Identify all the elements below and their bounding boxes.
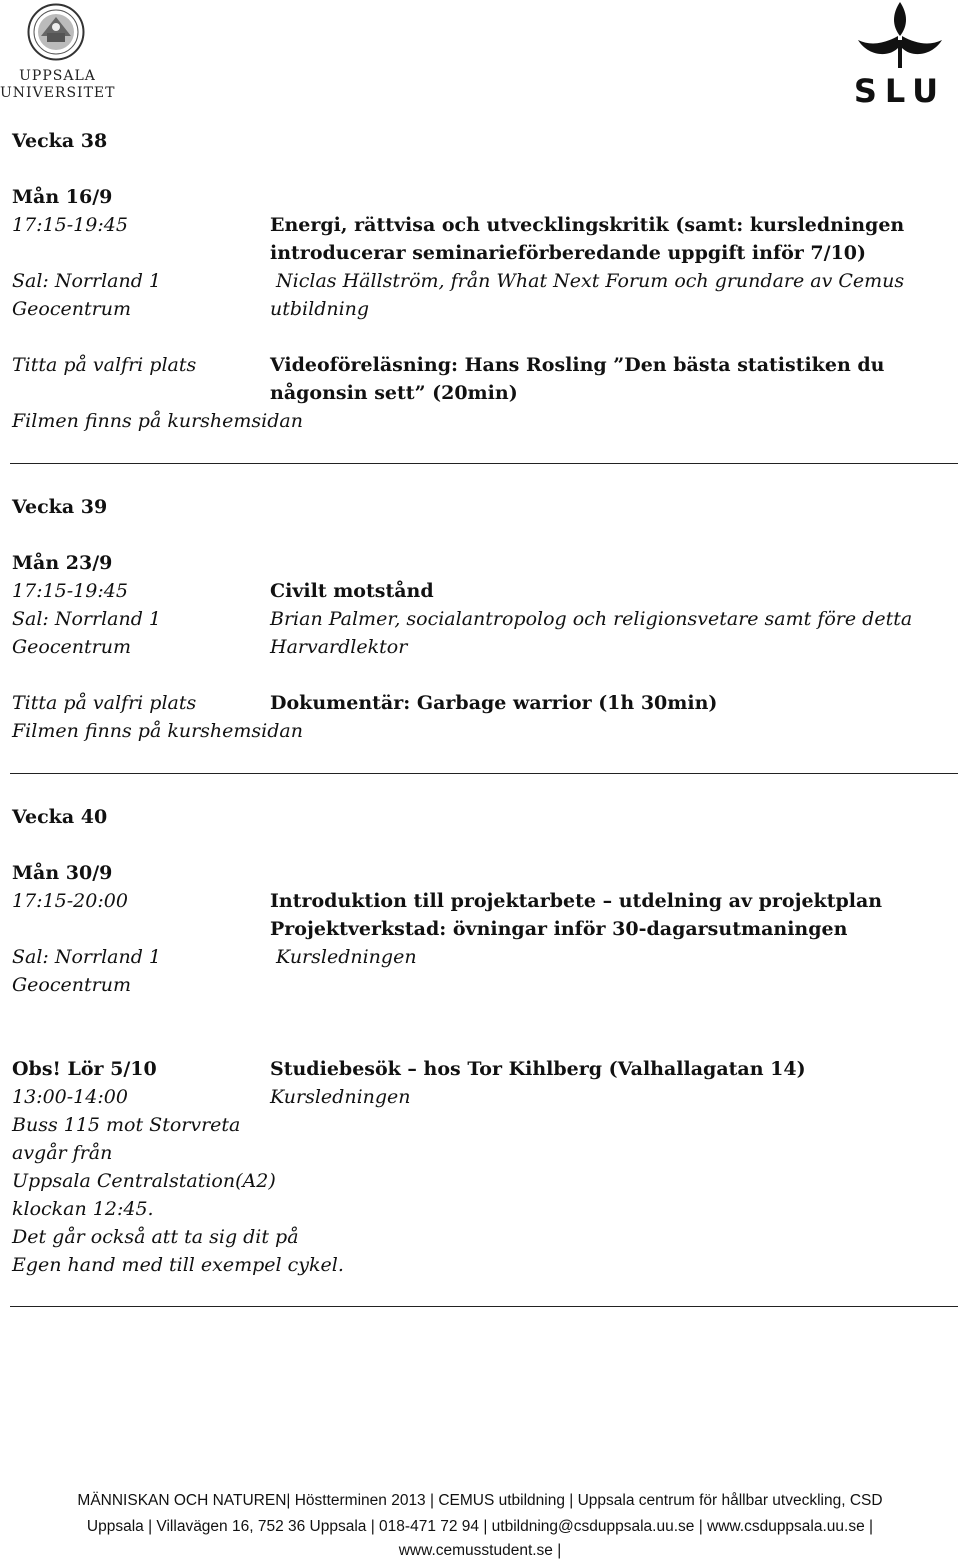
week-40-visit-leader: Kursledningen [270,1086,411,1108]
travel-line: Egen hand med till exempel cykel. [12,1254,344,1276]
uppsala-seal-icon [27,3,85,61]
slu-logo-text: SLU [853,72,947,110]
week-40-study-visit: Studiebesök – hos Tor Kihlberg (Valhallagatan 14) [270,1058,806,1080]
week-39-watch-note: Titta på valfri plats [12,692,197,714]
divider [10,1306,958,1307]
week-38-film-note: Filmen finns på kurshemsidan [12,410,303,432]
uppsala-logo-text: UPPSALA UNIVERSITET [0,68,116,101]
week-39-documentary: Dokumentär: Garbage warrior (1h 30min) [270,692,718,714]
travel-line: Det går också att ta sig dit på [12,1226,299,1248]
footer-line1: MÄNNISKAN OCH NATUREN| Höstterminen 2013 | CEMUS utbildning | Uppsala centrum för hållbar utveckling, CSD [77,1492,883,1509]
week-38-watch-note: Titta på valfri plats [12,354,197,376]
week-39-speaker-line2: Harvardlektor [270,636,408,658]
week-40-building: Geocentrum [12,974,131,996]
week-38-speaker-line1: Niclas Hällström, från What Next Forum och grundare av Cemus [270,270,905,292]
week-38-day: Mån 16/9 [12,186,113,208]
week-38-building: Geocentrum [12,298,131,320]
week-39-heading: Vecka 39 [12,496,108,518]
week-40-room: Sal: Norrland 1 [12,946,162,968]
week-38-lecture-title-line1: Energi, rättvisa och utvecklingskritik (samt: kursledningen [270,214,905,236]
week-38-lecture-title-line2: introducerar seminarieförberedande uppgift inför 7/10) [270,242,867,264]
divider [10,463,958,464]
slu-plant-icon [854,0,946,70]
week-40-leader: Kursledningen [270,946,417,968]
week-39-speaker-line1: Brian Palmer, socialantropolog och religionsvetare samt före detta [270,608,913,630]
week-39-room: Sal: Norrland 1 [12,608,162,630]
week-38-video-line2: någonsin sett” (20min) [270,382,518,404]
week-40-heading: Vecka 40 [12,806,108,828]
week-38-heading: Vecka 38 [12,130,108,152]
week-39-building: Geocentrum [12,636,131,658]
week-38-room: Sal: Norrland 1 [12,270,162,292]
week-40-visit-time: 13:00-14:00 [12,1086,128,1108]
week-39-film-note: Filmen finns på kurshemsidan [12,720,303,742]
week-40-line1: Introduktion till projektarbete – utdelning av projektplan [270,890,883,912]
travel-line: avgår från [12,1142,113,1164]
week-39-day: Mån 23/9 [12,552,113,574]
week-39-time: 17:15-19:45 [12,580,128,602]
week-38-time: 17:15-19:45 [12,214,128,236]
week-40-obs: Obs! Lör 5/10 [12,1058,157,1080]
week-38-video-line1: Videoföreläsning: Hans Rosling ”Den bästa statistiken du [270,354,885,376]
week-40-time: 17:15-20:00 [12,890,128,912]
uppsala-universitet-logo [0,0,115,110]
week-39-lecture-title: Civilt motstånd [270,580,434,602]
week-40-line2: Projektverkstad: övningar inför 30-dagarsutmaningen [270,918,848,940]
week-38-speaker-line2: utbildning [270,298,370,320]
travel-line: Uppsala Centralstation(A2) [12,1170,276,1192]
footer-line2: Uppsala | Villavägen 16, 752 36 Uppsala | 018-471 72 94 | utbildning@csduppsala.uu.se | www.csduppsala.uu.se | [86,1518,874,1535]
slu-logo [850,0,950,110]
week-40-day: Mån 30/9 [12,862,113,884]
footer-line3: www.cemusstudent.se | [398,1542,562,1559]
travel-line: klockan 12:45. [12,1198,154,1220]
travel-line: Buss 115 mot Storvreta [12,1114,241,1136]
divider [10,773,958,774]
